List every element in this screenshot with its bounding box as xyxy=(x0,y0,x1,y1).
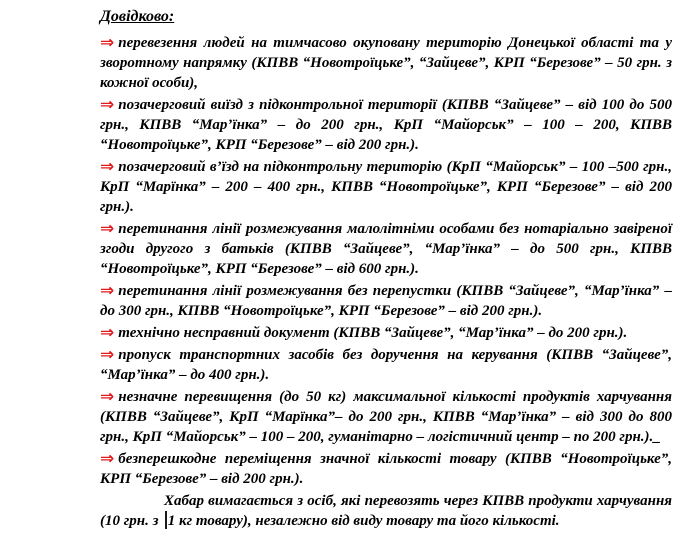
bullet-item xyxy=(100,449,672,489)
bullet-item xyxy=(100,33,672,93)
bullet-item xyxy=(100,157,672,217)
doc-title: Довідково: xyxy=(100,8,175,25)
bullet-item xyxy=(100,219,672,279)
text-cursor[interactable] xyxy=(165,511,167,529)
closing-text-before-cursor: Хабар вимагається з осіб, які перевозять через КПВВ продукти харчування (10 грн. з xyxy=(100,493,672,529)
bullet-text: пропуск транспортних засобів без доручення на керування (КПВВ “Зайцеве”, “Мар’їнка” – до 400 грн.). xyxy=(100,347,672,383)
bullet-item xyxy=(100,95,672,155)
closing-text-after-cursor: 1 кг товару), незалежно від виду товару та його кількості. xyxy=(167,513,560,529)
bullet-text: незначне перевищення (до 50 кг) максимальної кількості продуктів харчування (КПВВ “Зайцеве”, КрП “Марїнка”– до 200 грн., КПВВ “Мар’їнка” – від 300 до 800 грн., КрП “Майорськ” – 100 – 200, гуманітарно – логістичний центр – по 200 грн.)._ xyxy=(100,389,672,445)
bullet-text: технічно несправний документ (КПВВ “Зайцеве”, “Мар’їнка” – до 200 грн.). xyxy=(118,325,628,341)
red-arrow-icon: ⇒ xyxy=(100,345,115,365)
red-arrow-icon: ⇒ xyxy=(100,387,115,407)
red-arrow-icon: ⇒ xyxy=(100,33,115,53)
document-content xyxy=(100,6,672,531)
red-arrow-icon: ⇒ xyxy=(100,95,115,115)
bullet-text: перевезення людей на тимчасово окуповану територію Донецької області та у зворотному напрямку (КПВВ “Новотроїцьке”, “Зайцеве”, КРП “Березове” – 50 грн. з кожної особи), xyxy=(100,35,672,91)
bullet-item xyxy=(100,323,672,343)
closing-paragraph xyxy=(100,491,672,531)
red-arrow-icon: ⇒ xyxy=(100,323,115,343)
bullet-text: позачерговий в’їзд на підконтрольну територію (КрП “Майорськ” – 100 –500 грн., КрП “Марїнка” – 200 – 400 грн., КПВВ “Новотроїцьке”, КРП “Березове” – від 200 грн.). xyxy=(100,159,672,215)
bullet-item xyxy=(100,387,672,447)
bullet-text: позачерговий виїзд з підконтрольної території (КПВВ “Зайцеве” – від 100 до 500 грн., КПВВ “Мар’їнка” – до 200 грн., КрП “Майорськ” – 100 – 200, КПВВ “Новотроїцьке”, КРП “Березове” – від 200 грн.). xyxy=(100,97,672,153)
red-arrow-icon: ⇒ xyxy=(100,157,115,177)
bullet-text: перетинання лінії розмежування малолітніми особами без нотаріально завіреної згоди другого з батьків (КПВВ “Зайцеве”, “Мар’їнка” – до 500 грн., КПВВ “Новотроїцьке”, КРП “Березове” – від 600 грн.). xyxy=(100,221,672,277)
bullet-item xyxy=(100,345,672,385)
bullet-text: перетинання лінії розмежування без перепустки (КПВВ “Зайцеве”, “Мар’їнка” – до 300 грн., КПВВ “Новотроїцьке”, КРП “Березове” – від 200 грн.). xyxy=(100,283,672,319)
bullet-text: безперешкодне переміщення значної кількості товару (КПВВ “Новотроїцьке”, КРП “Березове” – від 200 грн.). xyxy=(100,451,672,487)
red-arrow-icon: ⇒ xyxy=(100,449,115,469)
red-arrow-icon: ⇒ xyxy=(100,219,115,239)
red-arrow-icon: ⇒ xyxy=(100,281,115,301)
bullet-item xyxy=(100,281,672,321)
